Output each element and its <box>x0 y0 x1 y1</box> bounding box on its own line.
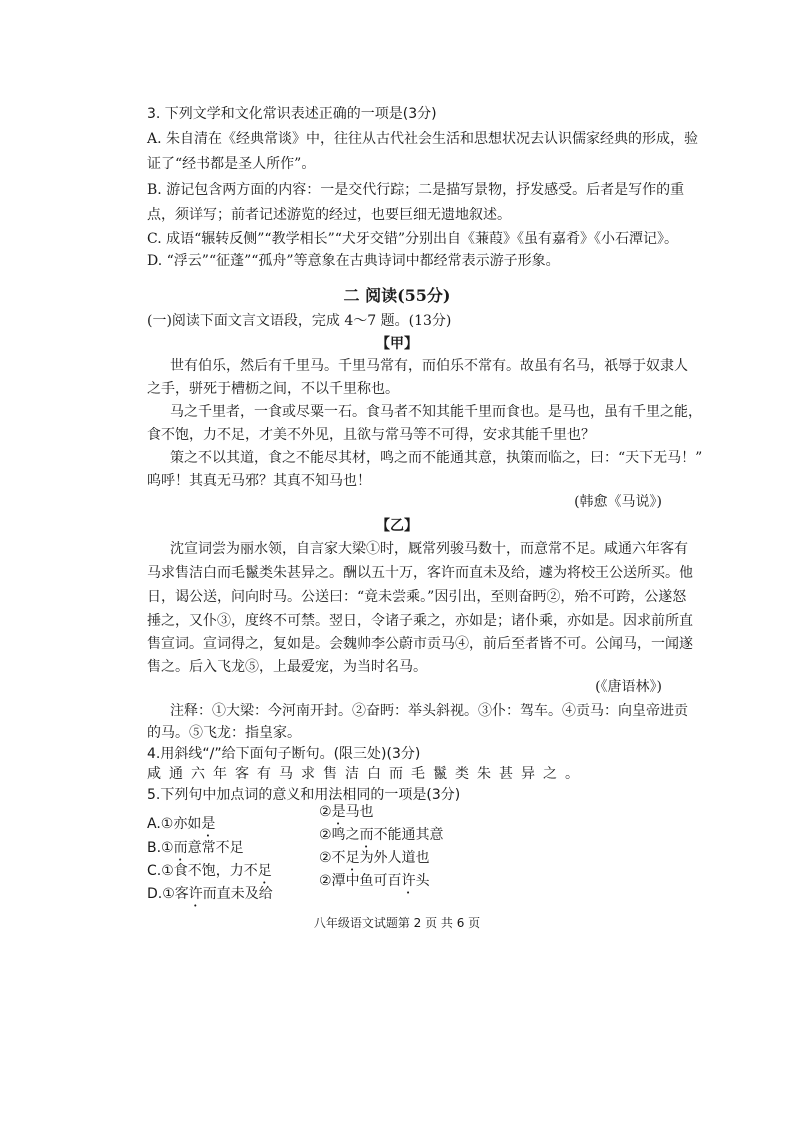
yi-notes-line2: 的马。⑤飞龙：指皇家。 <box>147 725 301 741</box>
q5-c-left-dotted-word: 足 <box>257 863 272 879</box>
yi-line4: 捶之，又仆③，度终不可禁。翌日，令诸子乘之，亦如是；诸仆乘，亦如是。因求前所直 <box>147 613 693 629</box>
q3-option-a-line1: A. 朱自清在《经典常谈》中，往往从古代社会生活和思想状况去认识儒家经典的形成，验 <box>147 131 699 147</box>
q5-b-left-rest: 意常不足 <box>187 840 244 856</box>
page-footer: 八年级语文试题第 2 页 共 6 页 <box>313 916 481 930</box>
q5-d-left-rest: 而直未及给 <box>202 886 273 902</box>
q5-b-left-prefix: B.① <box>147 840 174 856</box>
jia-p1-line2: 之手，骈死于槽枥之间，不以千里称也。 <box>147 381 399 397</box>
q5-a-right-prefix: ② <box>319 804 332 820</box>
q5-c-right-rest: 为外人道也 <box>359 850 430 866</box>
yi-notes-line1: 注释：①大梁：今河南开封。②奋眄：举头斜视。③仆：驾车。④贡马：向皇帝进贡 <box>170 703 688 719</box>
q5-d-right-rest: 头 <box>415 873 430 889</box>
q5-c-left-prefix: C.①食不饱，力不 <box>147 863 258 879</box>
yi-source: (《唐语林》) <box>595 679 662 695</box>
q5-option-d-left <box>147 884 273 910</box>
q5-stem: 5.下列句中加点词的意义和用法相同的一项是(3分) <box>147 787 461 803</box>
q5-b-right-prefix: ②鸣之 <box>319 827 360 843</box>
q5-b-left-dotted-word: 而 <box>173 840 188 856</box>
q5-b-right-rest: 不能通其意 <box>373 827 444 843</box>
q4-stem: 4.用斜线“/”给下面句子断句。(限三处)(3分) <box>147 746 421 762</box>
q3-option-a-line2: 证了“经书都是圣人所作”。 <box>147 156 316 172</box>
q3-option-c: C. 成语“辗转反侧”“教学相长”“犬牙交错”分别出自《蒹葭》《虽有嘉肴》《小石潭记》。 <box>147 231 679 247</box>
q5-option-d-right <box>319 871 430 897</box>
yi-line2: 马求售洁白而毛鬣类朱甚异之。酬以五十万，客许而直未及给，遽为将校王公送所买。他 <box>147 565 693 581</box>
yi-line3: 日，谒公送，问向时马。公送曰：“竟未尝乘。”因引出，至则奋眄②，殆不可跨，公遂怒 <box>147 589 687 605</box>
jia-p2-line2: 食不饱，力不足，才美不外见，且欲与常马等不可得，安求其能千里也？ <box>147 427 595 443</box>
section-sub-heading: (一)阅读下面文言文语段，完成 4～7 题。(13分) <box>147 313 452 329</box>
yi-line5: 售宣词。宣词得之，复如是。会魏帅李公蔚市贡马④，前后至者皆不可。公闻马，一闻遂 <box>147 636 693 652</box>
jia-p3-line2: 呜呼！其真无马邪？其真不知马也！ <box>147 473 371 489</box>
jia-p1-line1: 世有伯乐，然后有千里马。千里马常有，而伯乐不常有。故虽有名马，祇辱于奴隶人 <box>170 358 688 374</box>
q5-d-right-prefix: ②潭中鱼可百 <box>319 873 402 889</box>
passage-jia-label: 【甲】 <box>376 336 418 352</box>
q3-option-b-line1: B. 游记包含两方面的内容：一是交代行踪；二是描写景物，抒发感受。后者是写作的重 <box>147 182 685 198</box>
q5-b-right-dotted-word: 而 <box>359 827 374 843</box>
jia-source: (韩愈《马说》) <box>574 494 662 510</box>
q5-c-right-dotted-word: 足 <box>345 850 360 866</box>
q5-d-right-dotted-word: 许 <box>401 873 416 889</box>
q3-stem: 3. 下列文学和文化常识表述正确的一项是(3分) <box>147 106 437 122</box>
q5-a-left-dotted-word: 是 <box>201 816 216 832</box>
q5-a-right-rest: 马也 <box>345 804 374 820</box>
passage-yi-label: 【乙】 <box>376 518 418 534</box>
yi-line1: 沈宣词尝为丽水领，自言家大梁①时，厩常列骏马数十，而意常不足。咸通六年客有 <box>170 541 688 557</box>
q3-option-d: D. “浮云”“征蓬”“孤舟”等意象在古典诗词中都经常表示游子形象。 <box>147 253 560 269</box>
jia-p2-line1: 马之千里者，一食或尽粟一石。食马者不知其能千里而食也。是马也，虽有千里之能， <box>170 404 702 420</box>
q5-d-left-prefix: D.①客 <box>147 886 189 902</box>
q5-a-right-dotted-word: 是 <box>331 804 346 820</box>
q5-c-right-prefix: ②不 <box>319 850 346 866</box>
q3-option-b-line2: 点，须详写；前者记述游览的经过，也要巨细无遗地叙述。 <box>147 207 511 223</box>
q5-a-left-prefix: A.①亦如 <box>147 816 202 832</box>
section-heading: 二 阅读(55分) <box>343 286 451 305</box>
q4-sentence: 咸通六年客有马求售洁白而毛鬣类朱甚异之。 <box>147 766 587 782</box>
q5-option-a-left <box>147 814 215 840</box>
q5-d-left-dotted-word: 许 <box>188 886 203 902</box>
yi-line6: 售之。后入飞龙⑤，上最爱宠，为当时名马。 <box>147 659 427 675</box>
jia-p3-line1: 策之不以其道，食之不能尽其材，鸣之而不能通其意，执策而临之，曰：“天下无马！” <box>170 450 703 466</box>
